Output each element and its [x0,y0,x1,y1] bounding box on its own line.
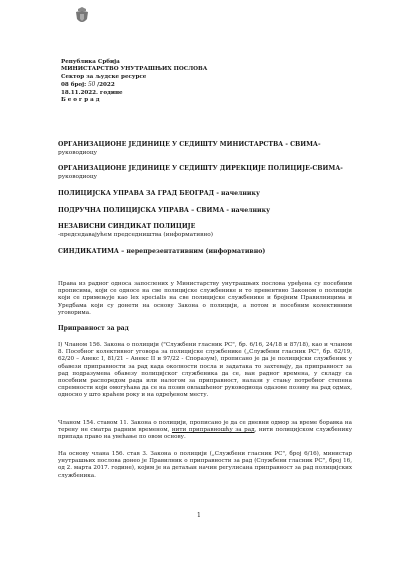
recipient-2: ОРГАНИЗАЦИОНЕ ЈЕДИНИЦЕ У СЕДИШТУ ДИРЕКЦИЈЕ ПОЛИЦИЈЕ-СВИМА- руководиоцу [58,165,343,180]
document-date: 18.11.2022. године [61,89,123,96]
paragraph-article-156: I) Чланом 156. Закона о полицији ("Службени гласник РС", бр. 6/16, 24/18 и 87/18), као и чланом 8. Посебног колективног уговора за полицијске службенике („Службени гласник РС", бр. 62/19, 62/20 – Анекс I, 81/21 – Анекс II и 97/22 - Споразум), прописано је да је полицијски службеник у обавези приправности за рад када околности посла и задатака то захтевају, да приправност за рад подразумева обавезу полицијског службеника да се, ван радног времена, у складу са посебним распоредом рада или налогом за приправност, налази у стању потребног степена спремности који омогућава да се на позив овлашћеног руководиоца одазове позиву на рад одмах, односно у што краћем року и на одређеном месту. [58,342,352,399]
page-number: 1 [197,512,201,519]
document-header [61,59,207,104]
reference-number: 08 број: 50 /2022 [61,80,115,89]
paragraph-rulebook: На основу члана 156. став 3. Закона о полицији („Службени гласник РС", број 6/16), министар унутрашњих послова донео је Правилник о приправности за рад (Службени гласник РС", број 16, од 2. марта 2017. године), којим је на детаљан начин регулисана приправност за рад полицијских службеника. [58,451,352,479]
section-title: Приправност за рад [58,325,129,332]
paragraph-intro: Права из радног односа запослених у Министарству унутрашњих послова уређена су посебним прописима, који се односе на све полицијске службенике и то превентвно Законом о полицији који се примењује као lex specialis на све полицијске службенике и бројним Правилницима и Уредбама који су донети на основу Закона о полицији, а потом и посебним колективним уговорима. [58,281,352,316]
underlined-phrase: нити приправношћу за рад [171,427,255,434]
paragraph-article-154: Чланом 154. ставом 11. Закона о полицији, прописано је да се дневни одмор за време боравка на терену не сматра радним временом, нити приправношћу за рад, нити полицијском службенику припада право на увећање по овом основу. [58,420,352,441]
ministry-name: МИНИСТАРСТВО УНУТРАШЊИХ ПОСЛОВА [61,66,208,73]
recipient-3: ПОЛИЦИЈСКА УПРАВА ЗА ГРАД БЕОГРАД - начелнику [58,190,260,197]
recipient-5: НЕЗАВИСНИ СИНДИКАТ ПОЛИЦИЈЕ -председавајућем председништва (информативно) [58,223,214,238]
handwritten-number: 50 [88,80,96,89]
document-city: Б е о г р а д [61,97,100,104]
recipient-6: СИНДИКАТИМА – нерепрезентативним (информативно) [58,248,266,255]
country-name: Република Србија [61,59,120,65]
recipient-4: ПОДРУЧНА ПОЛИЦИЈСКА УПРАВА – СВИМА - начелнику [58,207,271,214]
coat-of-arms-emblem [75,7,89,25]
recipient-1: ОРГАНИЗАЦИОНЕ ЈЕДИНИЦЕ У СЕДИШТУ МИНИСТАРСТВА - СВИМА- руководиоцу [58,141,321,156]
department-name: Сектор за људске ресурсе [61,73,147,80]
